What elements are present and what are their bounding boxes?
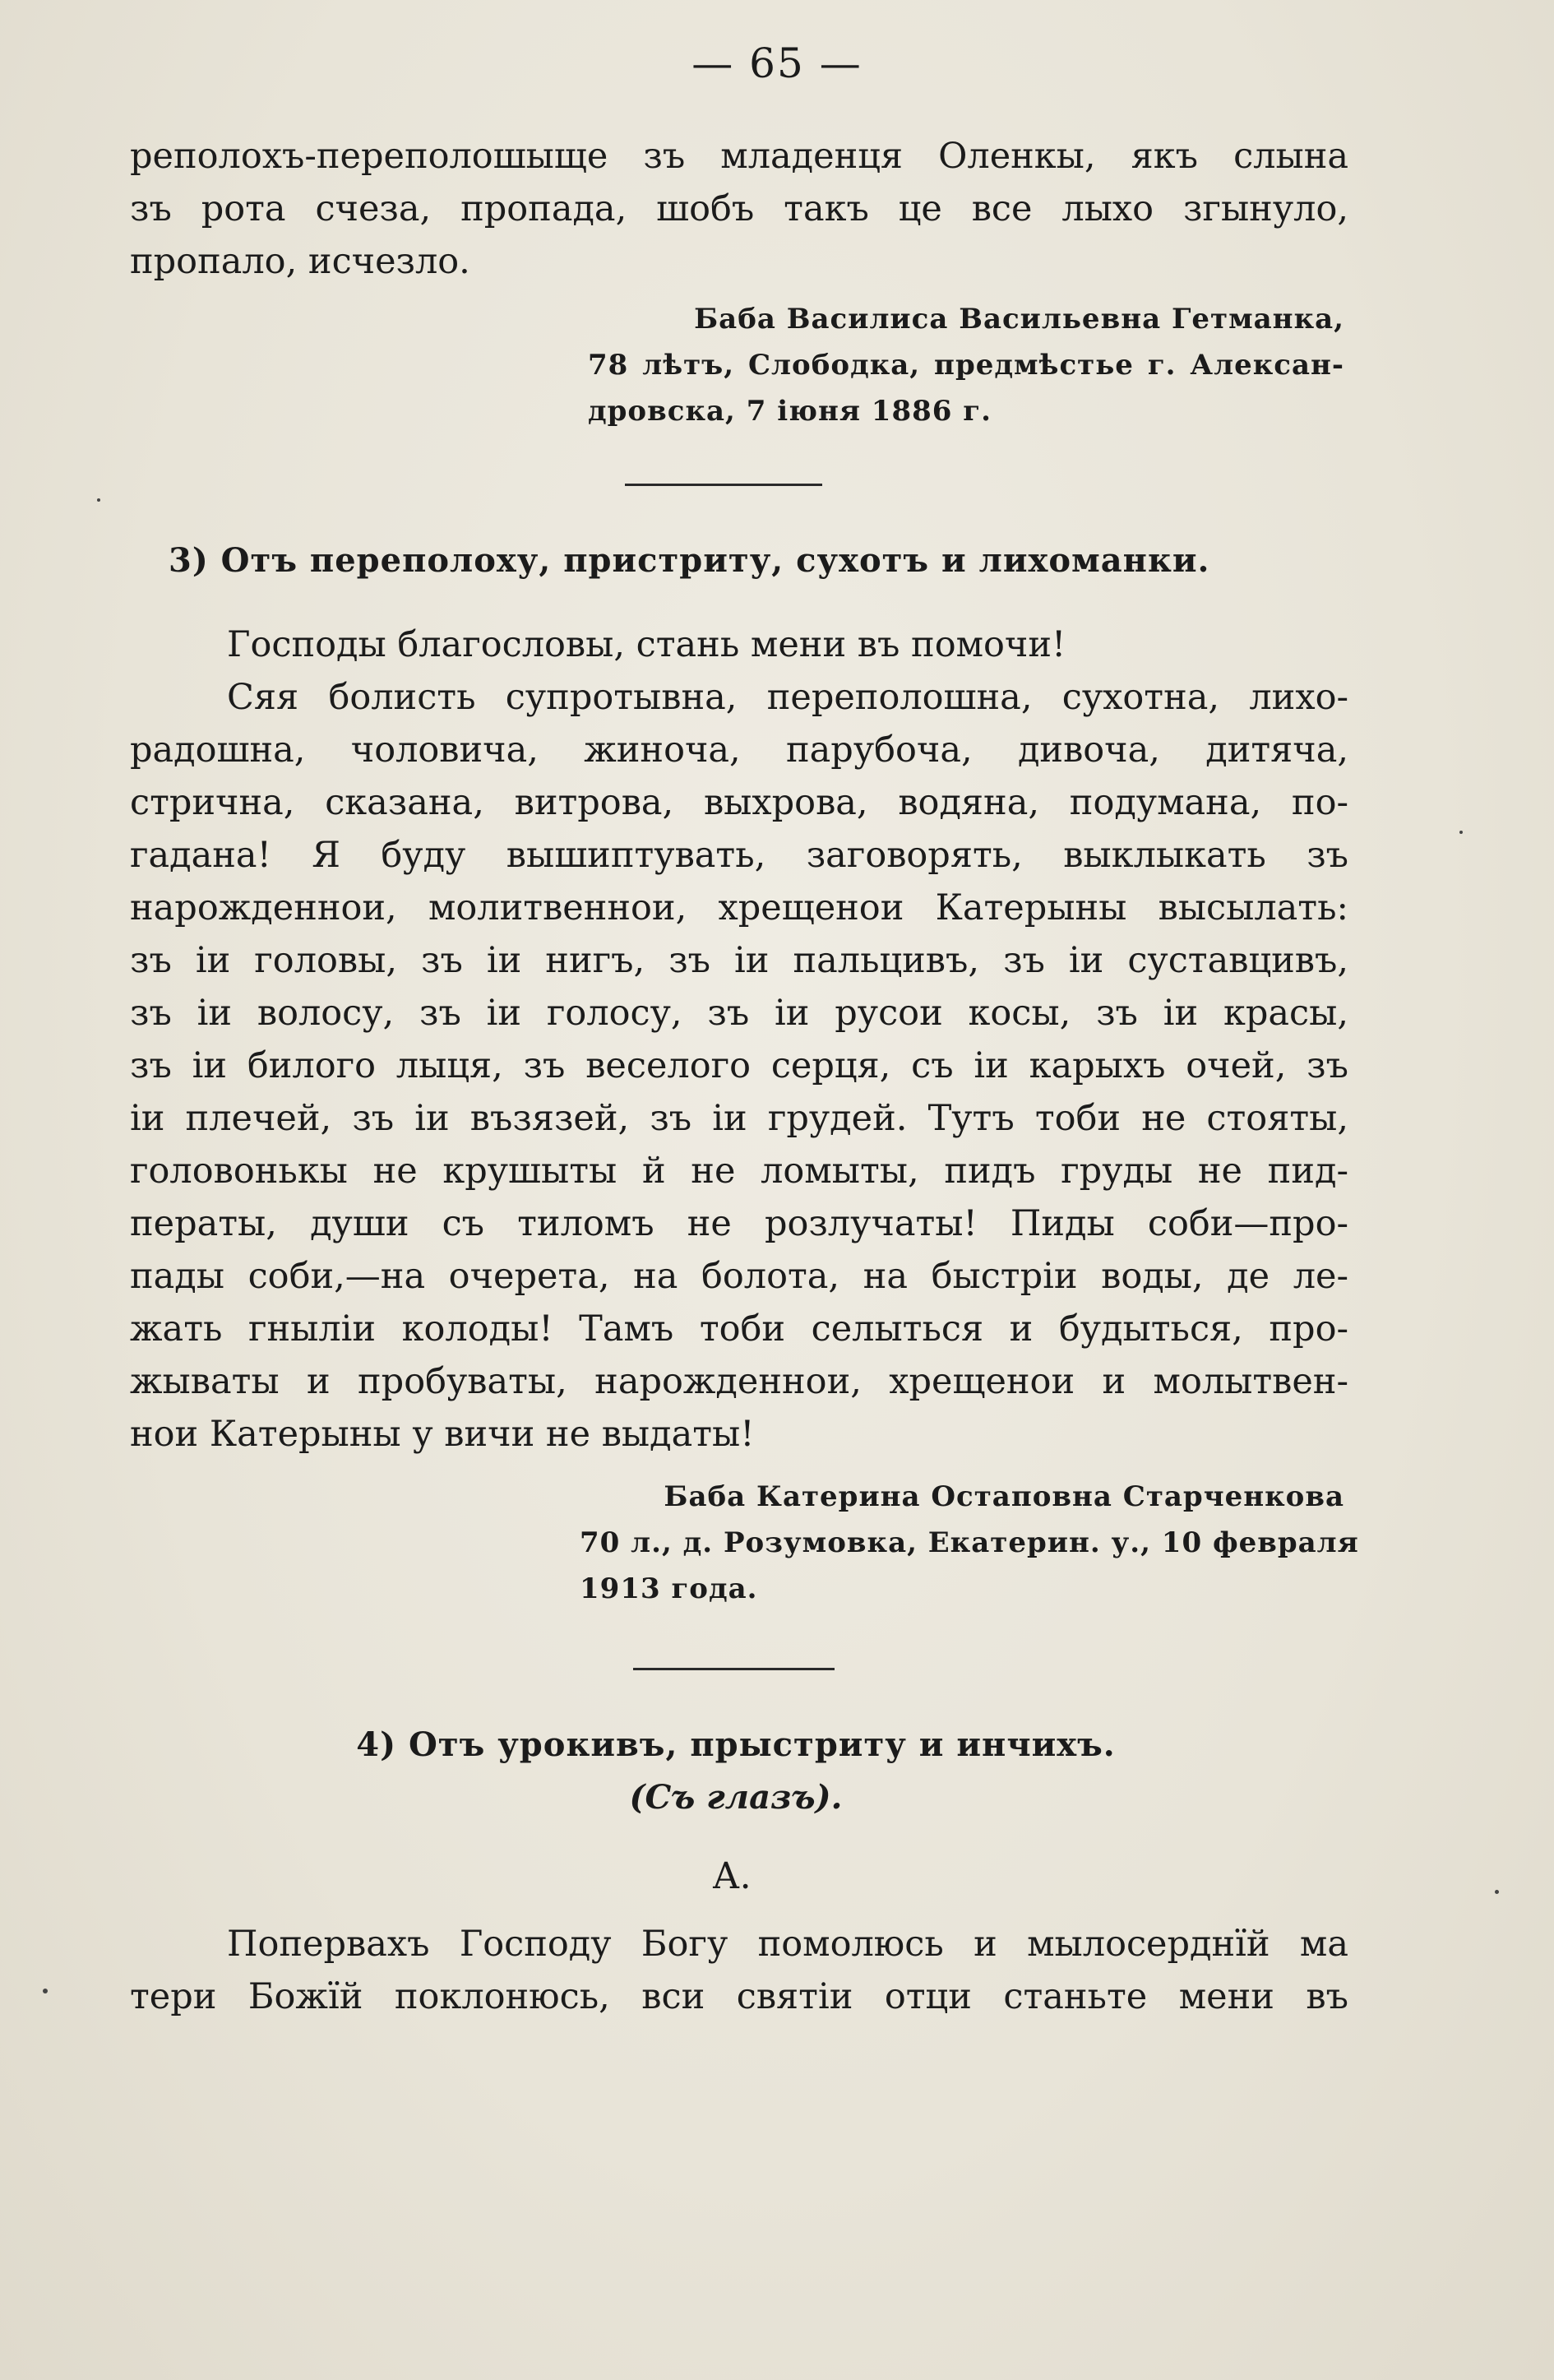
section-4-letter: А. (712, 1855, 752, 1897)
attribution-line: дровска, 7 іюня 1886 г. (588, 395, 992, 428)
text-line: ператы, души съ тиломъ не розлучаты! Пиды соби—про- (130, 1203, 1348, 1244)
section-3-text (130, 618, 1348, 1461)
attribution-line: 70 л., д. Розумовка, Екатерин. у., 10 февраля (580, 1526, 1359, 1559)
text-line: зъ іи билого лыця, зъ веселого серця, съ іи карыхъ очей, зъ (130, 1045, 1348, 1086)
text-line: зъ іи волосу, зъ іи голосу, зъ іи русои косы, зъ іи красы, (130, 993, 1348, 1034)
section-2-attribution (588, 296, 1344, 434)
attribution-line: 1913 года. (580, 1572, 758, 1605)
text-line: нарожденнои, молитвеннои, хрещенои Катерыны высылать: (130, 887, 1348, 928)
section-2-text (130, 130, 1348, 288)
text-line: головонькы не крушыты й не ломыты, пидъ груды не пид- (130, 1151, 1348, 1192)
section-4-heading: 4) Отъ урокивъ, прыстриту и инчихъ. (356, 1725, 1116, 1764)
text-line: Господы благословы, стань мени въ помочи! (227, 624, 1066, 665)
attribution-line: Баба Василиса Васильевна Гетманка, (694, 303, 1344, 336)
section-3-attribution (580, 1474, 1359, 1612)
text-line: стрична, сказана, витрова, выхрова, водяна, подумана, по- (130, 782, 1348, 823)
section-3-heading: 3) Отъ переполоху, пристриту, сухотъ и лихоманки. (169, 541, 1210, 580)
paper-speck (43, 1989, 48, 1993)
paper-speck (1495, 1890, 1499, 1894)
text-line: зъ рота счеза, пропада, шобъ такъ це все лыхо згынуло, (130, 188, 1348, 229)
section-4-text (130, 1918, 1348, 2023)
text-line: тери Божїй поклонюсь, вси святіи отци станьте мени въ (130, 1976, 1348, 2017)
text-line: жываты и пробуваты, нарожденнои, хрещенои и молытвен- (130, 1361, 1348, 1402)
text-line: гадана! Я буду вышиптувать, заговорять, выклыкать зъ (130, 835, 1348, 876)
paper-speck (97, 498, 100, 502)
section-4-subheading: (Съ глазъ). (629, 1778, 843, 1817)
page-number: — 65 — (691, 39, 863, 87)
text-line: Сяя болисть супротывна, переполошна, сухотна, лихо- (227, 677, 1348, 718)
text-line: жать гныліи колоды! Тамъ тоби селыться и будыться, про- (130, 1308, 1348, 1350)
text-line: зъ іи головы, зъ іи нигъ, зъ іи пальцивъ, зъ іи суставцивъ, (130, 940, 1348, 981)
section-divider (633, 1668, 835, 1670)
text-line: радошна, чоловича, жиноча, парубоча, дивоча, дитяча, (130, 729, 1348, 771)
text-line: пропало, исчезло. (130, 241, 470, 282)
text-line: реполохъ-переполошыще зъ младенця Оленкы, якъ слына (130, 136, 1348, 177)
text-line: іи плечей, зъ іи възязей, зъ іи грудей. Тутъ тоби не стояты, (130, 1098, 1348, 1139)
paper-speck (1459, 831, 1463, 834)
attribution-line: 78 лѣтъ, Слободка, предмѣстье г. Алексан- (588, 349, 1344, 382)
section-divider (625, 484, 822, 486)
text-line: нои Катерыны у вичи не выдаты! (130, 1414, 755, 1455)
attribution-line: Баба Катерина Остаповна Старченкова (664, 1480, 1344, 1513)
text-line: пады соби,—на очерета, на болота, на быстріи воды, де ле- (130, 1256, 1348, 1297)
text-line: Попервахъ Господу Богу помолюсь и мылосерднїй ма (227, 1924, 1348, 1965)
